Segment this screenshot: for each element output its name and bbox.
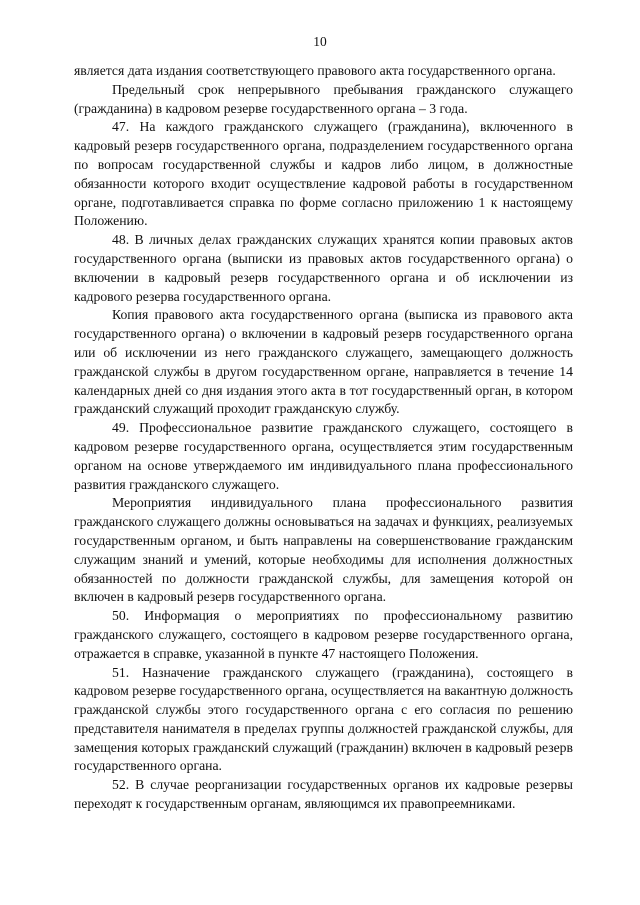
paragraph-49: 49. Профессиональное развитие гражданского служащего, состоящего в кадровом резерве государственного органа, осуществляется этим государственным органом на основе утверждаемого им индивидуального плана профессионального развития гражданского служащего. (74, 420, 573, 492)
paragraph-52: 52. В случае реорганизации государственных органов их кадровые резервы переходят к государственным органам, являющимся их правопреемниками. (74, 777, 573, 812)
paragraph-48-copy: Копия правового акта государственного органа (выписка из правового акта государственного органа) о включении в кадровый резерв государственного органа или об исключении из него гражданского служащего, замещающего должность гражданской службы в другом государственном органе, направляется в течение 14 календарных дней со дня издания этого акта в тот государственный орган, в котором гражданский служащий проходит гражданскую службу. (74, 307, 573, 417)
paragraph-reserve-term: Предельный срок непрерывного пребывания гражданского служащего (гражданина) в кадровом резерве государственного органа – 3 года. (74, 81, 573, 116)
document-body (74, 62, 573, 814)
paragraph-51: 51. Назначение гражданского служащего (гражданина), состоящего в кадровом резерве государственного органа, осуществляется на вакантную должность гражданской службы этого государственного органа с его согласия по решению представителя нанимателя в пределах группы должностей гражданской службы, для замещения которых гражданский служащий (гражданин) включен в кадровый резерв государственного органа. (74, 664, 573, 774)
paragraph-continuation: является дата издания соответствующего правового акта государственного органа. (74, 63, 556, 78)
paragraph-48: 48. В личных делах гражданских служащих хранятся копии правовых актов государственного органа (выписки из правовых актов государственного органа) о включении в кадровый резерв государственного органа и об исключении из кадрового резерва государственного органа. (74, 232, 573, 304)
paragraph-50: 50. Информация о мероприятиях по профессиональному развитию гражданского служащего, состоящего в кадровом резерве государственного органа, отражается в справке, указанной в пункте 47 настоящего Положения. (74, 608, 573, 661)
page-number: 10 (313, 34, 327, 49)
paragraph-47: 47. На каждого гражданского служащего (гражданина), включенного в кадровый резерв государственного органа, подразделением государственного органа по вопросам государственной службы и кадров либо лицом, в должностные обязанности которого входит осуществление кадровой работы в государственном органе, подготавливается справка по форме согласно приложению 1 к настоящему Положению. (74, 119, 573, 229)
paragraph-49-measures: Мероприятия индивидуального плана профессионального развития гражданского служащего должны основываться на задачах и функциях, реализуемых государственным органом, и быть направлены на совершенствование гражданским служащим знаний и умений, которые необходимы для исполнения должностных обязанностей по должности гражданской службы, для замещения которой он включен в кадровый резерв государственного органа. (74, 495, 573, 605)
